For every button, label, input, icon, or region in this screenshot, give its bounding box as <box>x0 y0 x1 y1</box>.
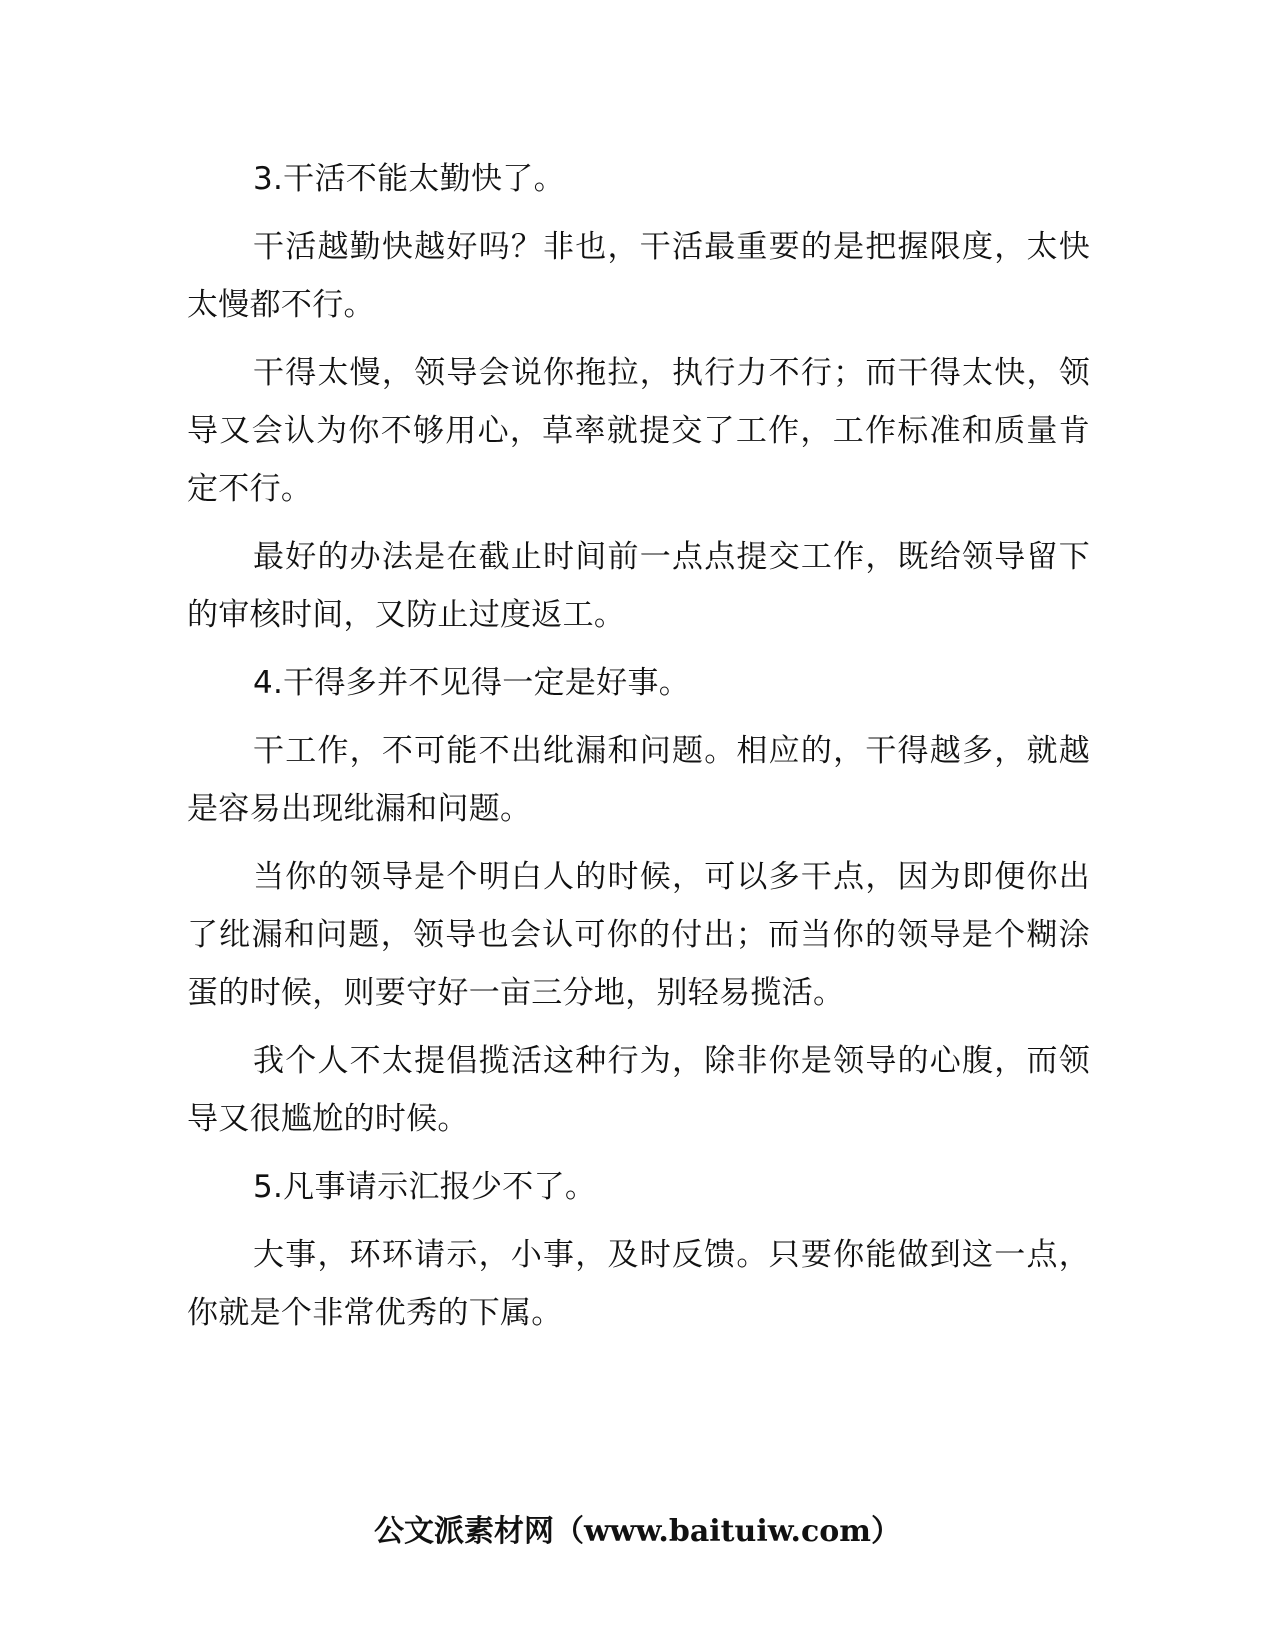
document-body <box>187 150 1090 1352</box>
heading-4: 4.干得多并不见得一定是好事。 <box>253 665 691 701</box>
heading-3: 3.干活不能太勤快了。 <box>253 161 565 197</box>
paragraph: 大事，环环请示，小事，及时反馈。只要你能做到这一点，你就是个非常优秀的下属。 <box>187 1237 1090 1331</box>
paragraph: 我个人不太提倡揽活这种行为，除非你是领导的心腹，而领导又很尴尬的时候。 <box>187 1043 1090 1137</box>
paragraph: 干工作，不可能不出纰漏和问题。相应的，干得越多，就越是容易出现纰漏和问题。 <box>187 733 1090 827</box>
paragraph: 干活越勤快越好吗？非也，干活最重要的是把握限度，太快太慢都不行。 <box>187 229 1090 323</box>
paragraph: 当你的领导是个明白人的时候，可以多干点，因为即便你出了纰漏和问题，领导也会认可你的付出；而当你的领导是个糊涂蛋的时候，则要守好一亩三分地，别轻易揽活。 <box>187 859 1090 1011</box>
footer-watermark: 公文派素材网（www.baituiw.com） <box>373 1514 902 1549</box>
paragraph: 最好的办法是在截止时间前一点点提交工作，既给领导留下的审核时间，又防止过度返工。 <box>187 539 1090 633</box>
paragraph: 干得太慢，领导会说你拖拉，执行力不行；而干得太快，领导又会认为你不够用心，草率就提交了工作，工作标准和质量肯定不行。 <box>187 355 1090 507</box>
heading-5: 5.凡事请示汇报少不了。 <box>253 1169 597 1205</box>
